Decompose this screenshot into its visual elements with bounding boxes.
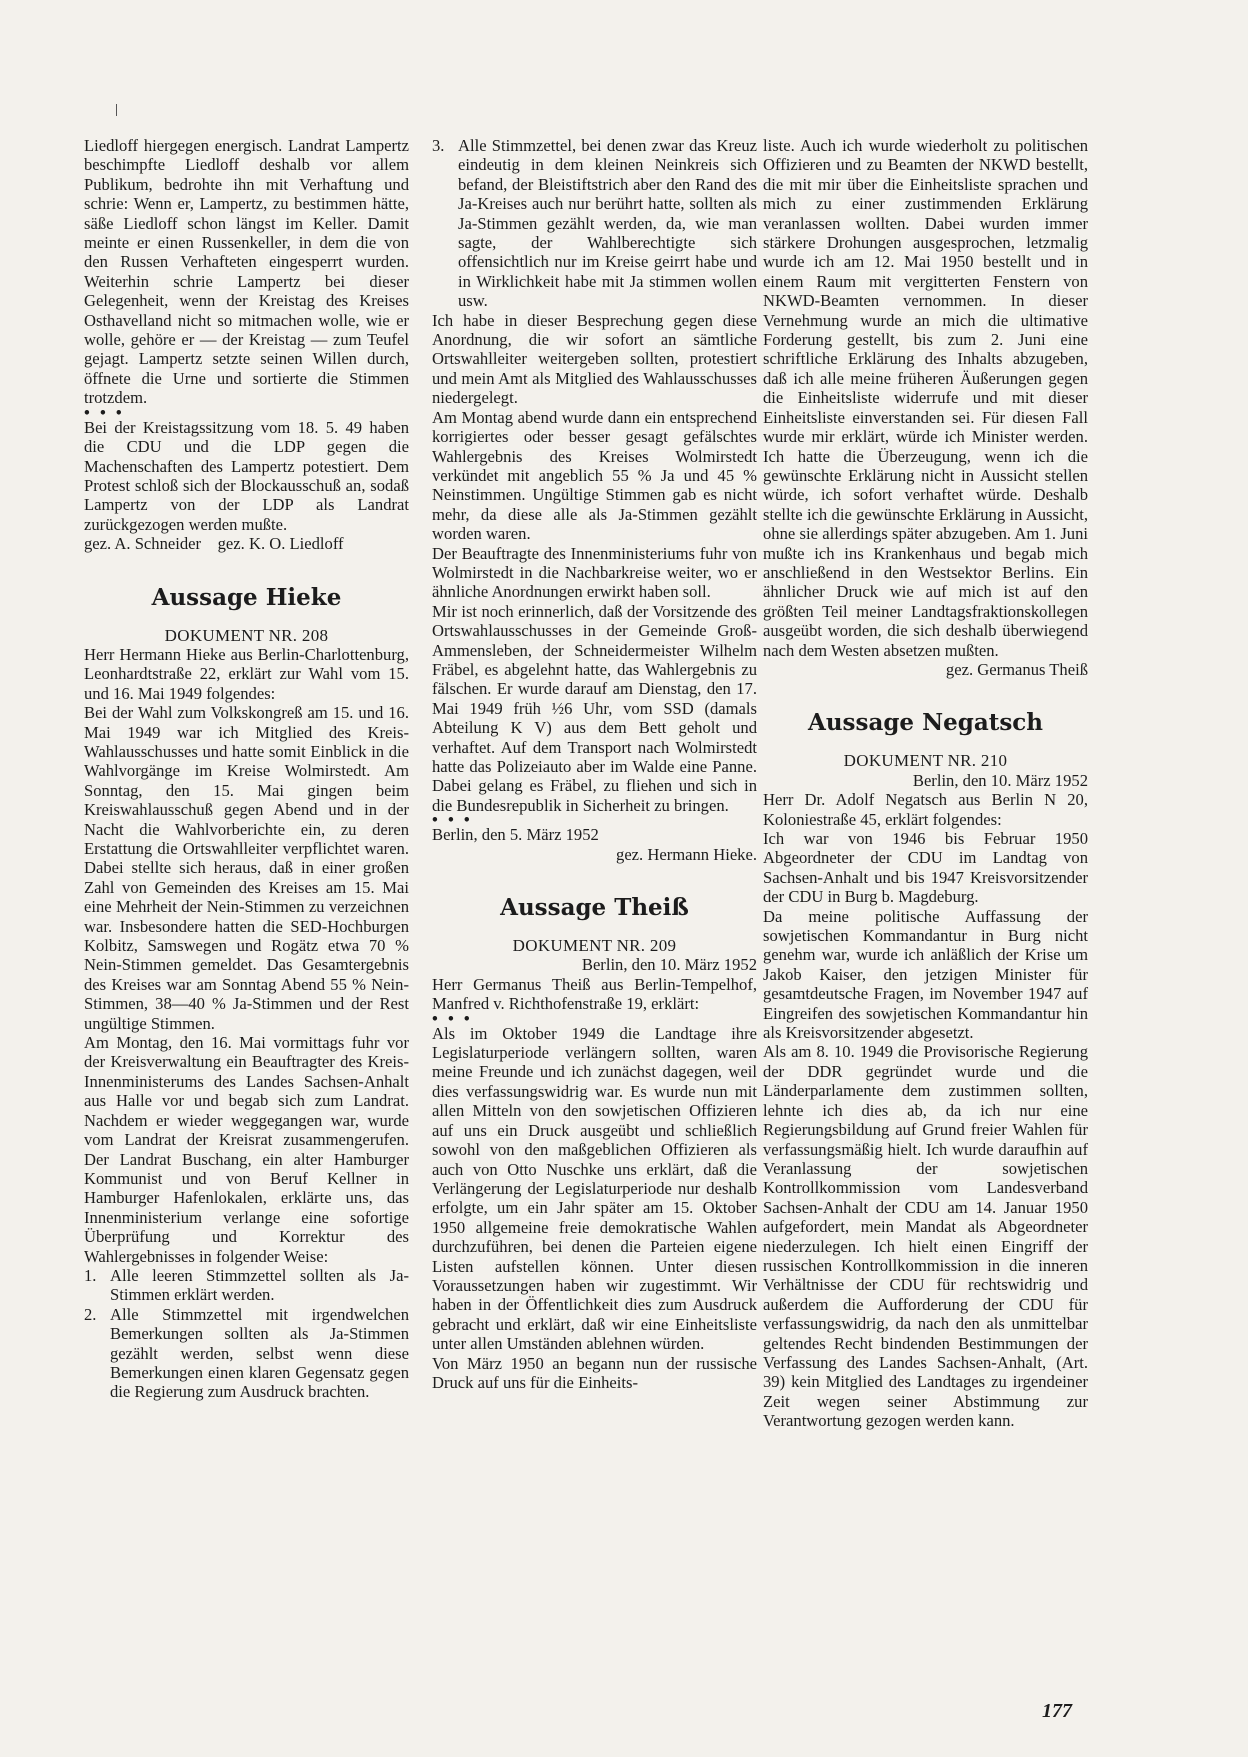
column-3 [763,136,1088,1431]
section-heading: Aussage Theiß [500,894,689,922]
paragraph: Von März 1950 an begann nun der russische Druck auf uns für die Einheits- [432,1353,757,1392]
paragraph: Liedloff hiergegen energisch. Landrat Lampertz beschimpfte Liedloff deshalb vor allem Publikum, bedrohte ihn mit Verhaftung und schrie: Wenn er, Lampertz, zu bestimmen hätte, säße Liedloff schon längst im Keller. Damit meinte er einen Russenkeller, in dem die von den Russen Verhafteten eingesperrt wurden. Weiterhin schrie Lampertz bei dieser Gelegenheit, wenn der Kreistag des Kreises Osthavelland nicht so mitmachen wolle, wie er wolle, gehöre er — der Kreistag — zum Teufel gejagt. Lampertz setzte seinen Willen durch, öffnete die Urne und sortierte die Stimmen trotzdem. [84,136,409,408]
column-1 [84,136,409,1402]
paragraph: Ich habe in dieser Besprechung gegen diese Anordnung, die wir sofort an sämtliche Ortswahlleiter weitergeben sollten, protestiert und mein Amt als Mitglied des Wahlausschusses niedergelegt. [432,310,757,408]
date-line: Berlin, den 10. März 1952 [581,955,757,975]
section-dots: • • • [432,810,473,830]
paragraph: Herr Germanus Theiß aus Berlin-Tempelhof, Manfred v. Richthofenstraße 19, erklärt: [432,974,757,1014]
margin-mark [116,104,117,116]
section-heading: Aussage Hieke [151,583,342,611]
date-line: Berlin, den 10. März 1952 [912,770,1088,790]
paragraph: Ich war von 1946 bis Februar 1950 Abgeordneter der CDU im Landtag von Sachsen-Anhalt und bis 1947 Kreisvorsitzender der CDU in Burg b. Magdeburg. [763,829,1088,907]
list-number: 1. [84,1265,97,1285]
page-number: 177 [1042,1700,1072,1722]
paragraph: Herr Dr. Adolf Negatsch aus Berlin N 20, Koloniestraße 45, erklärt folgendes: [763,790,1088,829]
section-dots: • • • [432,1008,473,1028]
list-text: Alle leeren Stimmzettel sollten als Ja-Stimmen erklärt werden. [110,1265,409,1305]
document-number: DOKUMENT NR. 209 [512,936,677,956]
paragraph: Bei der Kreistagssitzung vom 18. 5. 49 haben die CDU und die LDP gegen die Machenschaften des Lampertz potestiert. Dem Protest schloß sich der Blockausschuß an, sodaß Lampertz von der LDP als Landrat zurückgezogen werden mußte. [84,417,409,534]
list-item [84,1266,409,1305]
paragraph: Als am 8. 10. 1949 die Provisorische Regierung der DDR gegründet wurde und die Länderparlamente dem zustimmen sollten, lehnte ich dies ab, da ich nur eine Regierungsbildung auf Grund freier Wahlen für verfassungsmäßig hielt. Ich wurde daraufhin auf Veranlassung der sowjetischen Kontrollkommission vom Landesverband Sachsen-Anhalt der CDU am 14. Januar 1950 aufgefordert, mein Mandat als Abgeordneter niederzulegen. Ich hielt einen Eingriff der russischen Kontrollkommission in die inneren Verhältnisse der CDU für rechtswidrig und außerdem die Aufforderung der CDU für verfassungswidrig, da nach den als unmittelbar geltendes Recht bindenden Bestimmungen der Verfassung des Landes Sachsen-Anhalt, (Art. 39) kein Mitglied des Landtages zu irgendeiner Zeit wegen seiner Abstimmung zur Verantwortung gezogen werden kann. [763,1042,1088,1431]
paragraph: Am Montag abend wurde dann ein entsprechend korrigiertes oder besser gesagt gefälschtes Wahlergebnis des Kreises Wolmirstedt verkündet mit angeblich 55 % Ja und 45 % Neinstimmen. Ungültige Stimmen gab es nicht mehr, da diese alle als Ja-Stimmen gezählt worden waren. [432,407,757,544]
section-heading: Aussage Negatsch [807,709,1044,737]
list-number: 2. [84,1304,97,1324]
list-number: 3. [432,136,445,155]
list-text: Alle Stimmzettel, bei denen zwar das Kreuz eindeutig in dem kleinen Neinkreis sich befand, der Bleistiftstrich aber den Rand des Ja-Kreises auch nur berührt hatte, sollten als Ja-Stimmen gezählt werden, da, wie man sagte, der Wahlberechtigte sich offensichtlich nur im Kreise geirrt habe und in Wirklichkeit habe mit Ja stimmen wollen usw. [458,136,757,311]
signature-line: gez. Germanus Theiß [945,659,1088,679]
section-dots: • • • [84,402,125,422]
list-text: Alle Stimmzettel mit irgendwelchen Bemerkungen sollten als Ja-Stimmen gezählt werden, selbst wenn diese Bemerkungen einen klaren Gegensatz gegen die Regierung zum Ausdruck brachten. [110,1304,409,1402]
paragraph: Da meine politische Auffassung der sowjetischen Kommandantur in Burg nicht genehm war, wurde ich anläßlich der Krise um Jakob Kaiser, den jetzigen Minister für gesamtdeutsche Fragen, im November 1947 auf Eingreifen des sowjetischen Kommandantur hin als Kreisvorsitzender abgesetzt. [763,906,1088,1043]
date-line: Berlin, den 5. März 1952 [432,825,599,845]
list-item [84,1305,409,1402]
paragraph: Als im Oktober 1949 die Landtage ihre Legislaturperiode verlängern sollten, waren meine Freunde und ich zunächst dagegen, weil dies verfassungswidrig war. Es wurde nun mit allen Mitteln von den sowjetischen Offizieren auf uns ein Druck ausgeübt und schließlich sowohl von den maßgeblichen Offizieren als auch von Otto Nuschke uns erklärt, daß die Verlängerung der Legislaturperiode nur deshalb erfolgte, um ein Jahr später am 15. Oktober 1950 allgemeine freie demokratische Wahlen durchzuführen, bei denen die Parteien eigene Listen aufstellen können. Unter diesen Voraussetzungen haben wir zugestimmt. Wir haben in der Öffentlichkeit dies zum Ausdruck gebracht und erklärt, daß wir eine Einheitsliste unter allen Umständen ablehnen würden. [432,1023,757,1354]
paragraph: Bei der Wahl zum Volkskongreß am 15. und 16. Mai 1949 war ich Mitglied des Kreis-Wahlausschusses und hatte somit Einblick in die Wahlvorgänge im Kreise Wolmirstedt. Am Sonntag, den 15. Mai gingen beim Kreiswahlausschuß gegen Abend und in der Nacht die Wahlvorberichte ein, zu deren Erstattung die Ortswahlleiter verpflichtet waren. Dabei stellte sich heraus, daß in einer großen Zahl von Gemeinden des Kreises am 15. Mai eine Mehrheit der Nein-Stimmen zu verzeichnen war. Insbesondere hatten die SED-Hochburgen Kolbitz, Samswegen und Rogätz etwa 70 % Nein-Stimmen gemeldet. Das Gesamtergebnis des Kreises war am Sonntag Abend 55 % Nein-Stimmen, 38—40 % Ja-Stimmen und der Rest ungültige Stimmen. [84,703,409,1033]
list-item [432,136,757,311]
signature-line: gez. A. Schneider gez. K. O. Liedloff [84,534,344,554]
paragraph: Der Beauftragte des Innenministeriums fuhr von Wolmirstedt in die Nachbarkreise weiter, wo er ähnliche Anordnungen erwirkt haben soll. [432,543,757,602]
paragraph: Herr Hermann Hieke aus Berlin-Charlottenburg, Leonhardtstraße 22, erklärt zur Wahl vom 15. und 16. Mai 1949 folgendes: [84,644,409,703]
column-2 [432,136,757,1392]
paragraph: liste. Auch ich wurde wiederholt zu politischen Offizieren und zu Beamten der NKWD bestellt, die mit mir über die Einheitsliste sprachen und mich zu einer zustimmenden Erklärung veranlassen wollten. Dabei wurden immer stärkere Drohungen ausgesprochen, letzmalig wurde ich am 12. Mai 1950 bestellt und in einem Raum mit vergitterten Fenstern von NKWD-Beamten vernommen. In dieser Vernehmung wurde an mich die ultimative Forderung gestellt, bis zum 2. Juni eine schriftliche Erklärung des Inhalts abzugeben, daß ich alle meine früheren Äußerungen gegen die Einheitsliste widerrufe und mit dieser Einheitsliste einverstanden sei. Für diesen Fall wurde mir erklärt, würde ich Minister werden. Ich hatte die Überzeugung, wenn ich die gewünschte Erklärung nicht in Aussicht stellen würde, ich sofort verhaftet würde. Deshalb stellte ich die gewünschte Erklärung in Aussicht, ohne sie allerdings später abzugeben. Am 1. Juni mußte ich ins Krankenhaus und begab mich anschließend in den Westsektor Berlins. Ein ähnlicher Druck wie auf mich ist auf den größten Teil meiner Landtagsfraktionskollegen ausgeübt worden, die sich deshalb überwiegend nach dem Westen absetzen mußten. [763,136,1088,660]
signature-line: gez. Hermann Hieke. [616,844,757,864]
document-number: DOKUMENT NR. 208 [164,625,329,645]
paragraph: Mir ist noch erinnerlich, daß der Vorsitzende des Ortswahlausschusses in der Gemeinde Groß-Ammensleben, der Schneidermeister Wilhelm Fräbel, es abgelehnt hatte, das Wahlergebnis zu fälschen. Er wurde darauf am Dienstag, den 17. Mai 1949 früh ½6 Uhr, vom SSD (damals Abteilung K V) aus dem Bett geholt und verhaftet. Auf dem Transport nach Wolmirstedt hatte das Polizeiauto aber im Walde eine Panne. Dabei gelang es Fräbel, zu fliehen und sich in die Bundesrepublik in Sicherheit zu bringen. [432,601,757,815]
document-number: DOKUMENT NR. 210 [843,751,1008,771]
paragraph: Am Montag, den 16. Mai vormittags fuhr vor der Kreisverwaltung ein Beauftragter des Kreis-Innenministerums des Landes Sachsen-Anhalt aus Halle vor und begab sich zum Landrat. Nachdem er wieder weggegangen war, wurde vom Landrat der Kreisrat zusammengerufen. Der Landrat Buschang, ein alter Hamburger Kommunist und von Beruf Kellner in Hamburger Hafenlokalen, erklärte uns, das Innenministerium verlange eine sofortige Überprüfung und Korrektur des Wahlergebnisses in folgender Weise: [84,1033,409,1266]
